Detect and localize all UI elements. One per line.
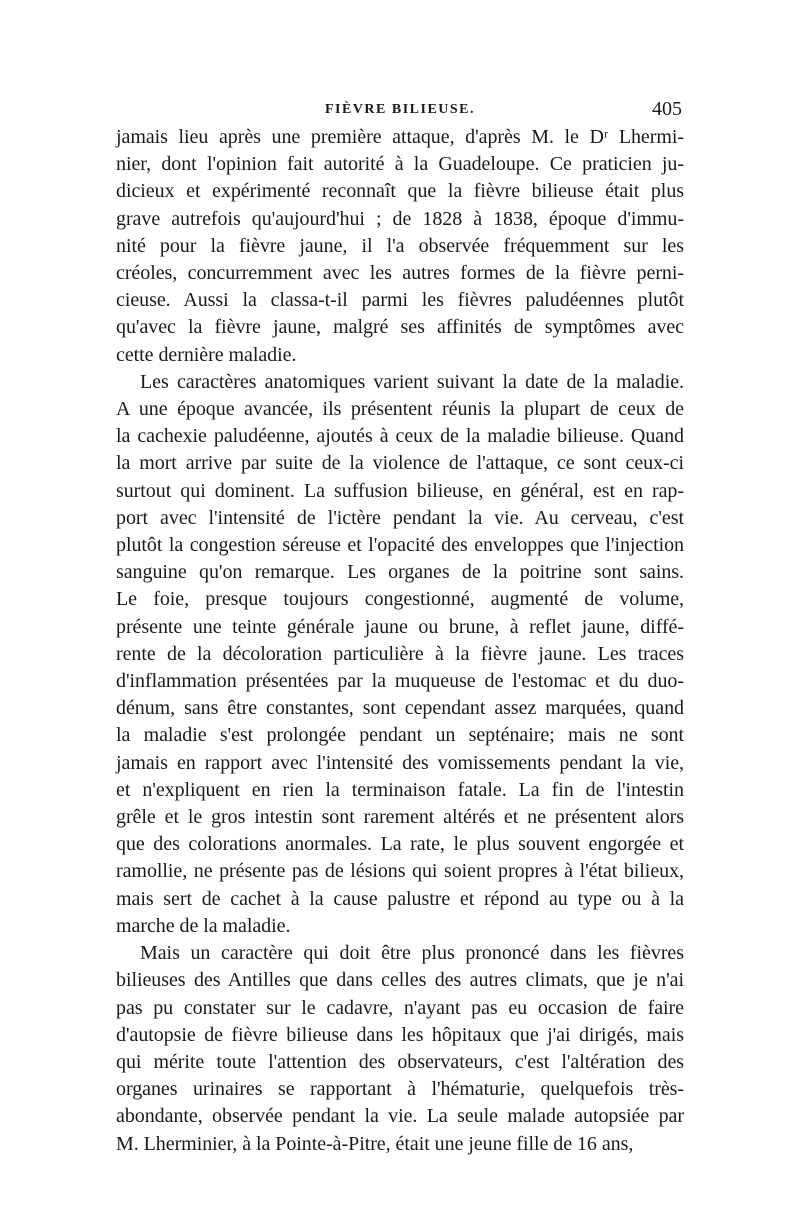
text-line: sanguine qu'on remarque. Les organes de la poitrine sont sains. — [116, 561, 684, 584]
text-line: jamais en rapport avec l'intensité des vomissements pendant la vie, — [116, 751, 684, 774]
text-line: Les caractères anatomiques varient suivant la date de la maladie. — [140, 370, 684, 393]
text-line: qui mérite toute l'attention des observateurs, c'est l'altération des — [116, 1050, 684, 1073]
text-line: et n'expliquent en rien la terminaison fatale. La fin de l'intestin — [116, 778, 684, 801]
text-line: grêle et le gros intestin sont rarement altérés et ne présentent alors — [116, 806, 684, 829]
text-line: A une époque avancée, ils présentent réunis la plupart de ceux de — [116, 398, 684, 421]
text-line: jamais lieu après une première attaque, d'après M. le Dʳ Lhermi- — [116, 126, 684, 148]
paragraph — [116, 369, 684, 940]
text-line: organes urinaires se rapportant à l'hématurie, quelquefois très- — [116, 1078, 684, 1101]
book-page — [116, 98, 684, 1158]
text-line: port avec l'intensité de l'ictère pendant la vie. Au cerveau, c'est — [116, 506, 684, 529]
text-line: marche de la maladie. — [116, 914, 291, 937]
text-line: Mais un caractère qui doit être plus prononcé dans les fièvres — [140, 942, 684, 965]
text-line: présente une teinte générale jaune ou brune, à reflet jaune, diffé- — [116, 615, 684, 638]
text-line: créoles, concurremment avec les autres formes de la fièvre perni- — [116, 262, 684, 285]
running-head — [116, 98, 684, 124]
paragraph — [116, 124, 684, 369]
text-line: cette dernière maladie. — [116, 343, 297, 366]
text-line: la maladie s'est prolongée pendant un septénaire; mais ne sont — [116, 724, 684, 747]
text-line: pas pu constater sur le cadavre, n'ayant pas eu occasion de faire — [116, 996, 684, 1019]
text-line: dénum, sans être constantes, sont cependant assez marquées, quand — [116, 697, 684, 720]
text-line: ramollie, ne présente pas de lésions qui soient propres à l'état bilieux, — [116, 860, 684, 883]
text-line: M. Lherminier, à la Pointe-à-Pitre, était une jeune fille de 16 ans, — [116, 1132, 634, 1155]
running-title: FIÈVRE BILIEUSE. — [324, 102, 476, 117]
paragraph — [116, 940, 684, 1158]
text-line: qu'avec la fièvre jaune, malgré ses affinités de symptômes avec — [116, 316, 684, 339]
text-line: d'inflammation présentées par la muqueuse de l'estomac et du duo- — [116, 670, 684, 693]
text-line: Le foie, presque toujours congestionné, augmenté de volume, — [116, 588, 684, 611]
body-text — [116, 124, 684, 1158]
text-line: nier, dont l'opinion fait autorité à la Guadeloupe. Ce praticien ju- — [116, 153, 684, 176]
text-line: mais sert de cachet à la cause palustre et répond au type ou à la — [116, 887, 684, 910]
text-line: que des colorations anormales. La rate, le plus souvent engorgée et — [116, 833, 684, 856]
text-line: grave autrefois qu'aujourd'hui ; de 1828 à 1838, époque d'immu- — [116, 207, 684, 230]
text-line: abondante, observée pendant la vie. La seule malade autopsiée par — [116, 1105, 684, 1128]
text-line: rente de la décoloration particulière à la fièvre jaune. Les traces — [116, 642, 684, 665]
text-line: dicieux et expérimenté reconnaît que la fièvre bilieuse était plus — [116, 180, 684, 203]
text-line: la cachexie paludéenne, ajoutés à ceux de la maladie bilieuse. Quand — [116, 425, 684, 448]
text-line: nité pour la fièvre jaune, il l'a observée fréquemment sur les — [116, 234, 684, 257]
text-line: surtout qui dominent. La suffusion bilieuse, en général, est en rap- — [116, 479, 684, 502]
text-line: la mort arrive par suite de la violence de l'attaque, ce sont ceux-ci — [116, 452, 684, 475]
text-line: d'autopsie de fièvre bilieuse dans les hôpitaux que j'ai dirigés, mais — [116, 1023, 684, 1046]
text-line: plutôt la congestion séreuse et l'opacité des enveloppes que l'injection — [116, 534, 684, 557]
page-number: 405 — [652, 98, 682, 120]
text-line: bilieuses des Antilles que dans celles des autres climats, que je n'ai — [116, 969, 684, 992]
text-line: cieuse. Aussi la classa-t-il parmi les fièvres paludéennes plutôt — [116, 289, 684, 312]
